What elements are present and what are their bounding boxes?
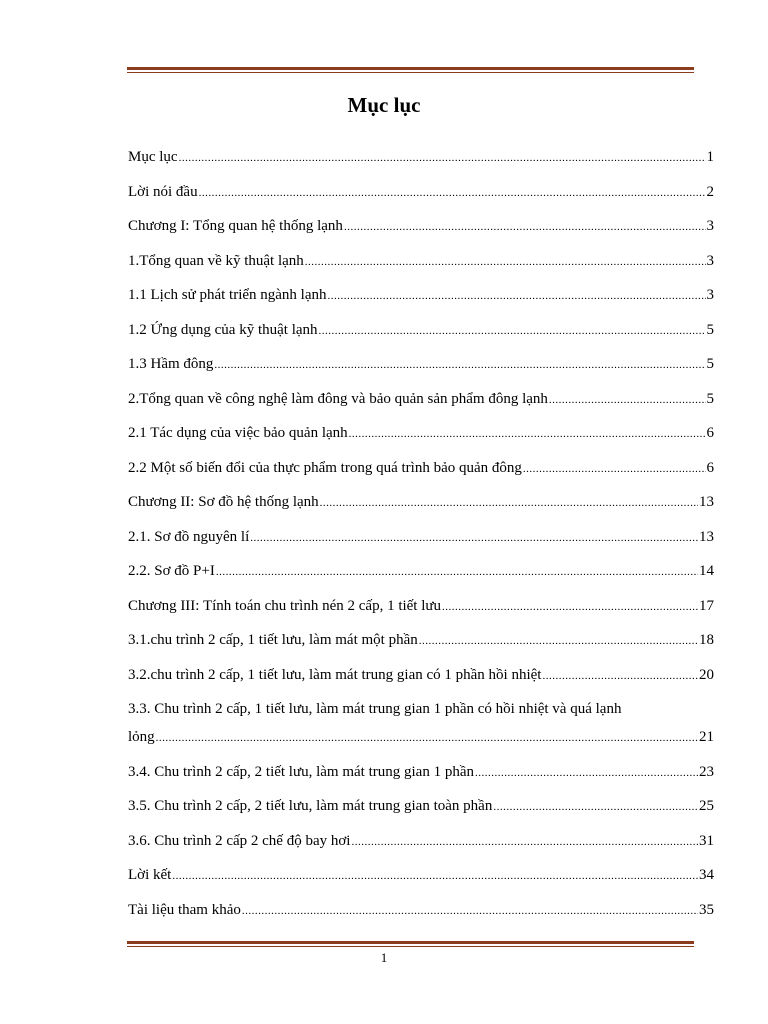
toc-leader-dots	[199, 183, 706, 203]
toc-entry-label: Tài liệu tham khảo	[128, 901, 241, 918]
toc-leader-dots	[475, 763, 698, 783]
toc-entry-page: 5	[706, 356, 714, 372]
toc-entry[interactable]	[128, 251, 714, 286]
toc-leader-dots	[344, 217, 706, 237]
toc-leader-dots	[493, 797, 698, 817]
toc-leader-dots	[419, 631, 698, 651]
toc-leader-dots	[549, 390, 706, 410]
toc-leader-dots	[242, 901, 698, 921]
toc-entry-label: 1.Tổng quan về kỹ thuật lạnh	[128, 252, 304, 269]
toc-entry[interactable]	[128, 458, 714, 493]
toc-entry-label: 1.1 Lịch sử phát triển ngành lạnh	[128, 287, 327, 303]
toc-entry[interactable]	[128, 831, 714, 866]
toc-entry-label: 2.2. Sơ đồ P+I	[128, 563, 215, 579]
toc-entry-label: lỏng	[128, 729, 155, 745]
toc-entry-page: 13	[699, 494, 714, 510]
toc-entry-label: 3.1.chu trình 2 cấp, 1 tiết lưu, làm mát một phần	[128, 632, 418, 648]
toc-leader-dots	[542, 666, 698, 686]
toc-leader-dots	[305, 252, 706, 272]
toc-entry[interactable]	[128, 216, 714, 251]
header-rule	[127, 67, 694, 73]
toc-entry[interactable]	[128, 561, 714, 596]
toc-entry-label: Chương I: Tổng quan hệ thống lạnh	[128, 218, 343, 234]
toc-entry-label: 2.2 Một số biến đổi của thực phẩm trong quá trình bảo quản đông	[128, 459, 522, 476]
toc-leader-dots	[319, 321, 706, 341]
toc-entry-page: 21	[699, 729, 714, 745]
toc-entry-page: 5	[706, 321, 714, 338]
toc-entry[interactable]	[128, 182, 714, 217]
toc-entry-page: 35	[699, 901, 714, 918]
toc-entry-label: 2.Tổng quan về công nghệ làm đông và bảo quản sản phẩm đông lạnh	[128, 390, 548, 407]
toc-entry[interactable]	[128, 320, 714, 355]
toc-entry-label: Mục lục	[128, 149, 178, 165]
toc-entry-label: Lời nói đầu	[128, 183, 198, 200]
footer-rule	[127, 941, 694, 947]
toc-entry-page: 13	[699, 528, 714, 545]
page-number: 1	[380, 950, 388, 965]
toc-entry-label: 3.5. Chu trình 2 cấp, 2 tiết lưu, làm mát trung gian toàn phần	[128, 798, 493, 814]
toc-entry-page: 3	[706, 252, 714, 269]
toc-leader-dots	[442, 597, 698, 617]
toc-entry[interactable]	[128, 865, 714, 900]
toc-entry-page: 6	[706, 459, 714, 476]
toc-entry-page: 17	[699, 597, 714, 614]
toc-entry-label: 1.2 Ứng dụng của kỹ thuật lạnh	[128, 321, 318, 338]
toc-entry-page: 5	[706, 390, 714, 407]
toc-entry[interactable]	[128, 147, 714, 182]
toc-entry-label: 3.4. Chu trình 2 cấp, 2 tiết lưu, làm mát trung gian 1 phần	[128, 763, 474, 780]
toc-entry[interactable]	[128, 527, 714, 562]
toc-leader-dots	[349, 424, 706, 444]
toc-leader-dots	[351, 832, 698, 852]
toc-entry[interactable]	[128, 699, 714, 762]
toc-entry[interactable]	[128, 354, 714, 389]
toc-entry-label: 3.2.chu trình 2 cấp, 1 tiết lưu, làm mát trung gian có 1 phần hồi nhiệt	[128, 666, 542, 683]
toc-entry[interactable]	[128, 762, 714, 797]
toc-entry-page: 34	[699, 867, 714, 883]
toc-entry[interactable]	[128, 796, 714, 831]
toc-leader-dots	[320, 493, 698, 513]
toc-entry[interactable]	[128, 665, 714, 700]
page-title: Mục lục	[347, 93, 421, 117]
toc-leader-dots	[156, 728, 698, 748]
toc-entry-page: 25	[699, 798, 714, 814]
toc-entry-label-line1: 3.3. Chu trình 2 cấp, 1 tiết lưu, làm mát trung gian 1 phần có hồi nhiệt và quá lạnh	[128, 701, 622, 717]
toc-entry[interactable]	[128, 900, 714, 935]
toc-leader-dots	[216, 562, 698, 582]
toc-entry-page: 18	[699, 632, 714, 648]
toc-entry-label: Lời kết	[128, 867, 172, 883]
toc-entry-label: 1.3 Hầm đông	[128, 356, 214, 372]
toc-leader-dots	[179, 148, 706, 168]
toc-entry-page: 14	[699, 563, 714, 579]
toc-entry[interactable]	[128, 630, 714, 665]
toc-leader-dots	[214, 355, 705, 375]
toc-entry-label: Chương II: Sơ đồ hệ thống lạnh	[128, 494, 319, 510]
toc-entry-page: 20	[699, 666, 714, 683]
toc-entry[interactable]	[128, 596, 714, 631]
toc-entry-page: 23	[699, 763, 714, 780]
toc-entry-label: 2.1 Tác dụng của việc bảo quản lạnh	[128, 425, 348, 441]
toc-entry[interactable]	[128, 423, 714, 458]
toc-entry[interactable]	[128, 389, 714, 424]
toc-entry[interactable]	[128, 285, 714, 320]
toc-entry-label: Chương III: Tính toán chu trình nén 2 cấp, 1 tiết lưu	[128, 597, 442, 614]
toc-entry-page: 6	[706, 425, 714, 441]
toc-entry-page: 31	[699, 832, 714, 849]
toc-entry-page: 2	[706, 183, 714, 200]
table-of-contents	[128, 147, 714, 934]
toc-entry-page: 3	[706, 218, 714, 234]
toc-entry-label: 2.1. Sơ đồ nguyên lí	[128, 528, 250, 545]
toc-entry-page: 3	[706, 287, 714, 303]
toc-leader-dots	[523, 459, 706, 479]
toc-leader-dots	[172, 866, 698, 886]
toc-leader-dots	[328, 286, 706, 306]
toc-entry-page: 1	[706, 149, 714, 165]
toc-entry[interactable]	[128, 492, 714, 527]
toc-leader-dots	[250, 528, 698, 548]
toc-entry-label: 3.6. Chu trình 2 cấp 2 chế độ bay hơi	[128, 832, 351, 849]
